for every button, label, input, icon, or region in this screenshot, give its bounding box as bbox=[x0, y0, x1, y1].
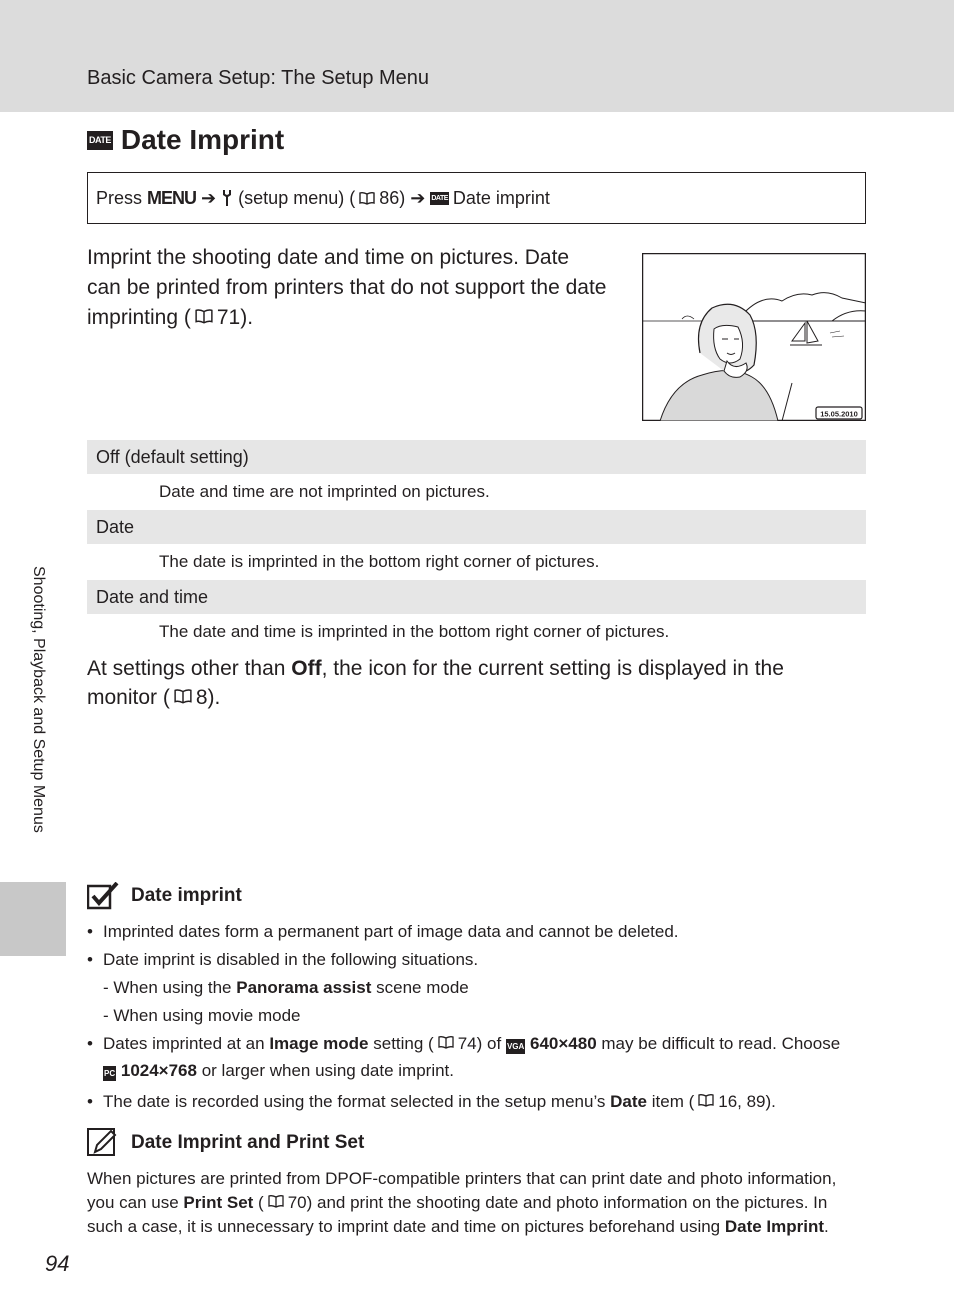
tip-bold: Print Set bbox=[183, 1192, 254, 1212]
book-reference-icon bbox=[359, 191, 375, 205]
option-description: The date and time is imprinted in the bottom right corner of pictures. bbox=[159, 622, 670, 641]
list-bold: Date bbox=[610, 1092, 648, 1111]
side-tab-label: Shooting, Playback and Setup Menus bbox=[30, 566, 47, 833]
page-title-text: Date Imprint bbox=[120, 124, 285, 155]
options-table bbox=[87, 440, 866, 650]
tip-text: . bbox=[824, 1217, 829, 1236]
list-text: scene mode bbox=[371, 978, 469, 997]
tip-text: ( bbox=[253, 1192, 264, 1212]
list-text: item ( bbox=[647, 1092, 695, 1111]
note-text: At settings other than bbox=[87, 657, 292, 680]
vga-icon: VGA bbox=[506, 1039, 525, 1054]
side-tab bbox=[0, 882, 66, 956]
option-name: Date and time bbox=[87, 580, 866, 614]
list-item bbox=[87, 920, 857, 944]
tip-bold: Date Imprint bbox=[724, 1217, 825, 1236]
pc-icon: PC bbox=[103, 1066, 116, 1081]
tip-print-set-body bbox=[87, 1167, 867, 1239]
option-name: Date bbox=[87, 510, 866, 544]
option-description: The date is imprinted in the bottom right corner of pictures. bbox=[159, 552, 600, 571]
sample-photo-illustration bbox=[642, 253, 866, 421]
page-title bbox=[87, 124, 284, 156]
list-text: may be difficult to read. Choose bbox=[596, 1034, 841, 1053]
list-bold: Panorama assist bbox=[236, 978, 372, 997]
tip-date-imprint-list bbox=[87, 920, 857, 1118]
book-reference-icon bbox=[438, 1032, 454, 1056]
list-text: 74) of bbox=[457, 1034, 502, 1053]
book-reference-icon bbox=[268, 1192, 284, 1216]
list-text: setting ( bbox=[368, 1034, 434, 1053]
list-text: - When using the bbox=[103, 978, 237, 997]
page-header bbox=[0, 0, 954, 112]
page-number: 94 bbox=[45, 1251, 70, 1276]
menu-button-icon: MENU bbox=[147, 187, 197, 208]
list-bold: 640×480 bbox=[530, 1034, 597, 1053]
list-text: 16, 89). bbox=[718, 1092, 776, 1111]
list-item bbox=[87, 1032, 857, 1086]
tip-title: Date imprint bbox=[131, 885, 242, 906]
date-stamp: 15.05.2010 bbox=[820, 409, 858, 419]
tip-text: When pictures are printed from DPOF-compatible printers that can print date and photo information, you can use bbox=[87, 1169, 837, 1212]
arrow-icon: ➔ bbox=[410, 187, 426, 208]
tip-text: 70) and print the shooting date and photo information on the pictures. In such a case, it is unnecessary to imprint date and time on pictures beforehand using bbox=[87, 1192, 828, 1236]
list-text: or larger when using date imprint. bbox=[196, 1061, 455, 1080]
arrow-icon: ➔ bbox=[201, 187, 217, 208]
book-reference-icon bbox=[174, 685, 192, 714]
check-icon bbox=[87, 882, 119, 910]
book-reference-icon bbox=[195, 304, 213, 334]
date-imprint-icon: DATE bbox=[87, 131, 113, 150]
section-title: Basic Camera Setup: The Setup Menu bbox=[87, 67, 430, 89]
tip-date-imprint-heading bbox=[87, 882, 242, 910]
note-ref: 8). bbox=[195, 686, 221, 709]
list-text: Date imprint is disabled in the following situations. bbox=[103, 950, 479, 969]
list-text: Dates imprinted at an bbox=[103, 1034, 270, 1053]
path-item: Date imprint bbox=[452, 187, 550, 208]
list-text: Imprinted dates form a permanent part of image data and cannot be deleted. bbox=[103, 922, 679, 941]
list-bold: Image mode bbox=[269, 1034, 369, 1053]
note-bold: Off bbox=[291, 657, 322, 680]
list-bold: 1024×768 bbox=[120, 1061, 197, 1080]
list-item bbox=[87, 1090, 857, 1114]
sub-item bbox=[87, 1004, 857, 1028]
intro-text: Imprint the shooting date and time on pictures. Date can be printed from printers that do not support the date imprinting ( bbox=[87, 246, 607, 329]
settings-note bbox=[87, 654, 857, 714]
note-text: , the icon for the current setting is displayed in the monitor ( bbox=[87, 657, 784, 709]
wrench-icon bbox=[221, 189, 233, 207]
menu-path bbox=[87, 172, 866, 224]
option-description: Date and time are not imprinted on pictures. bbox=[159, 482, 490, 501]
list-item bbox=[87, 948, 857, 972]
path-press: Press bbox=[96, 187, 143, 208]
intro-paragraph bbox=[87, 243, 607, 334]
list-text: - When using movie mode bbox=[103, 1006, 301, 1025]
pencil-icon bbox=[87, 1128, 117, 1158]
intro-ref: 71). bbox=[216, 306, 254, 329]
option-name: Off (default setting) bbox=[87, 440, 866, 474]
book-reference-icon bbox=[698, 1090, 714, 1114]
list-text: The date is recorded using the format selected in the setup menu’s bbox=[103, 1092, 611, 1111]
date-imprint-icon: DATE bbox=[430, 192, 449, 205]
path-ref: 86) bbox=[379, 187, 406, 208]
tip-title: Date Imprint and Print Set bbox=[131, 1132, 365, 1153]
path-setup-menu: (setup menu) ( bbox=[238, 187, 356, 208]
sub-item bbox=[87, 976, 857, 1000]
tip-print-set-heading bbox=[87, 1128, 364, 1158]
